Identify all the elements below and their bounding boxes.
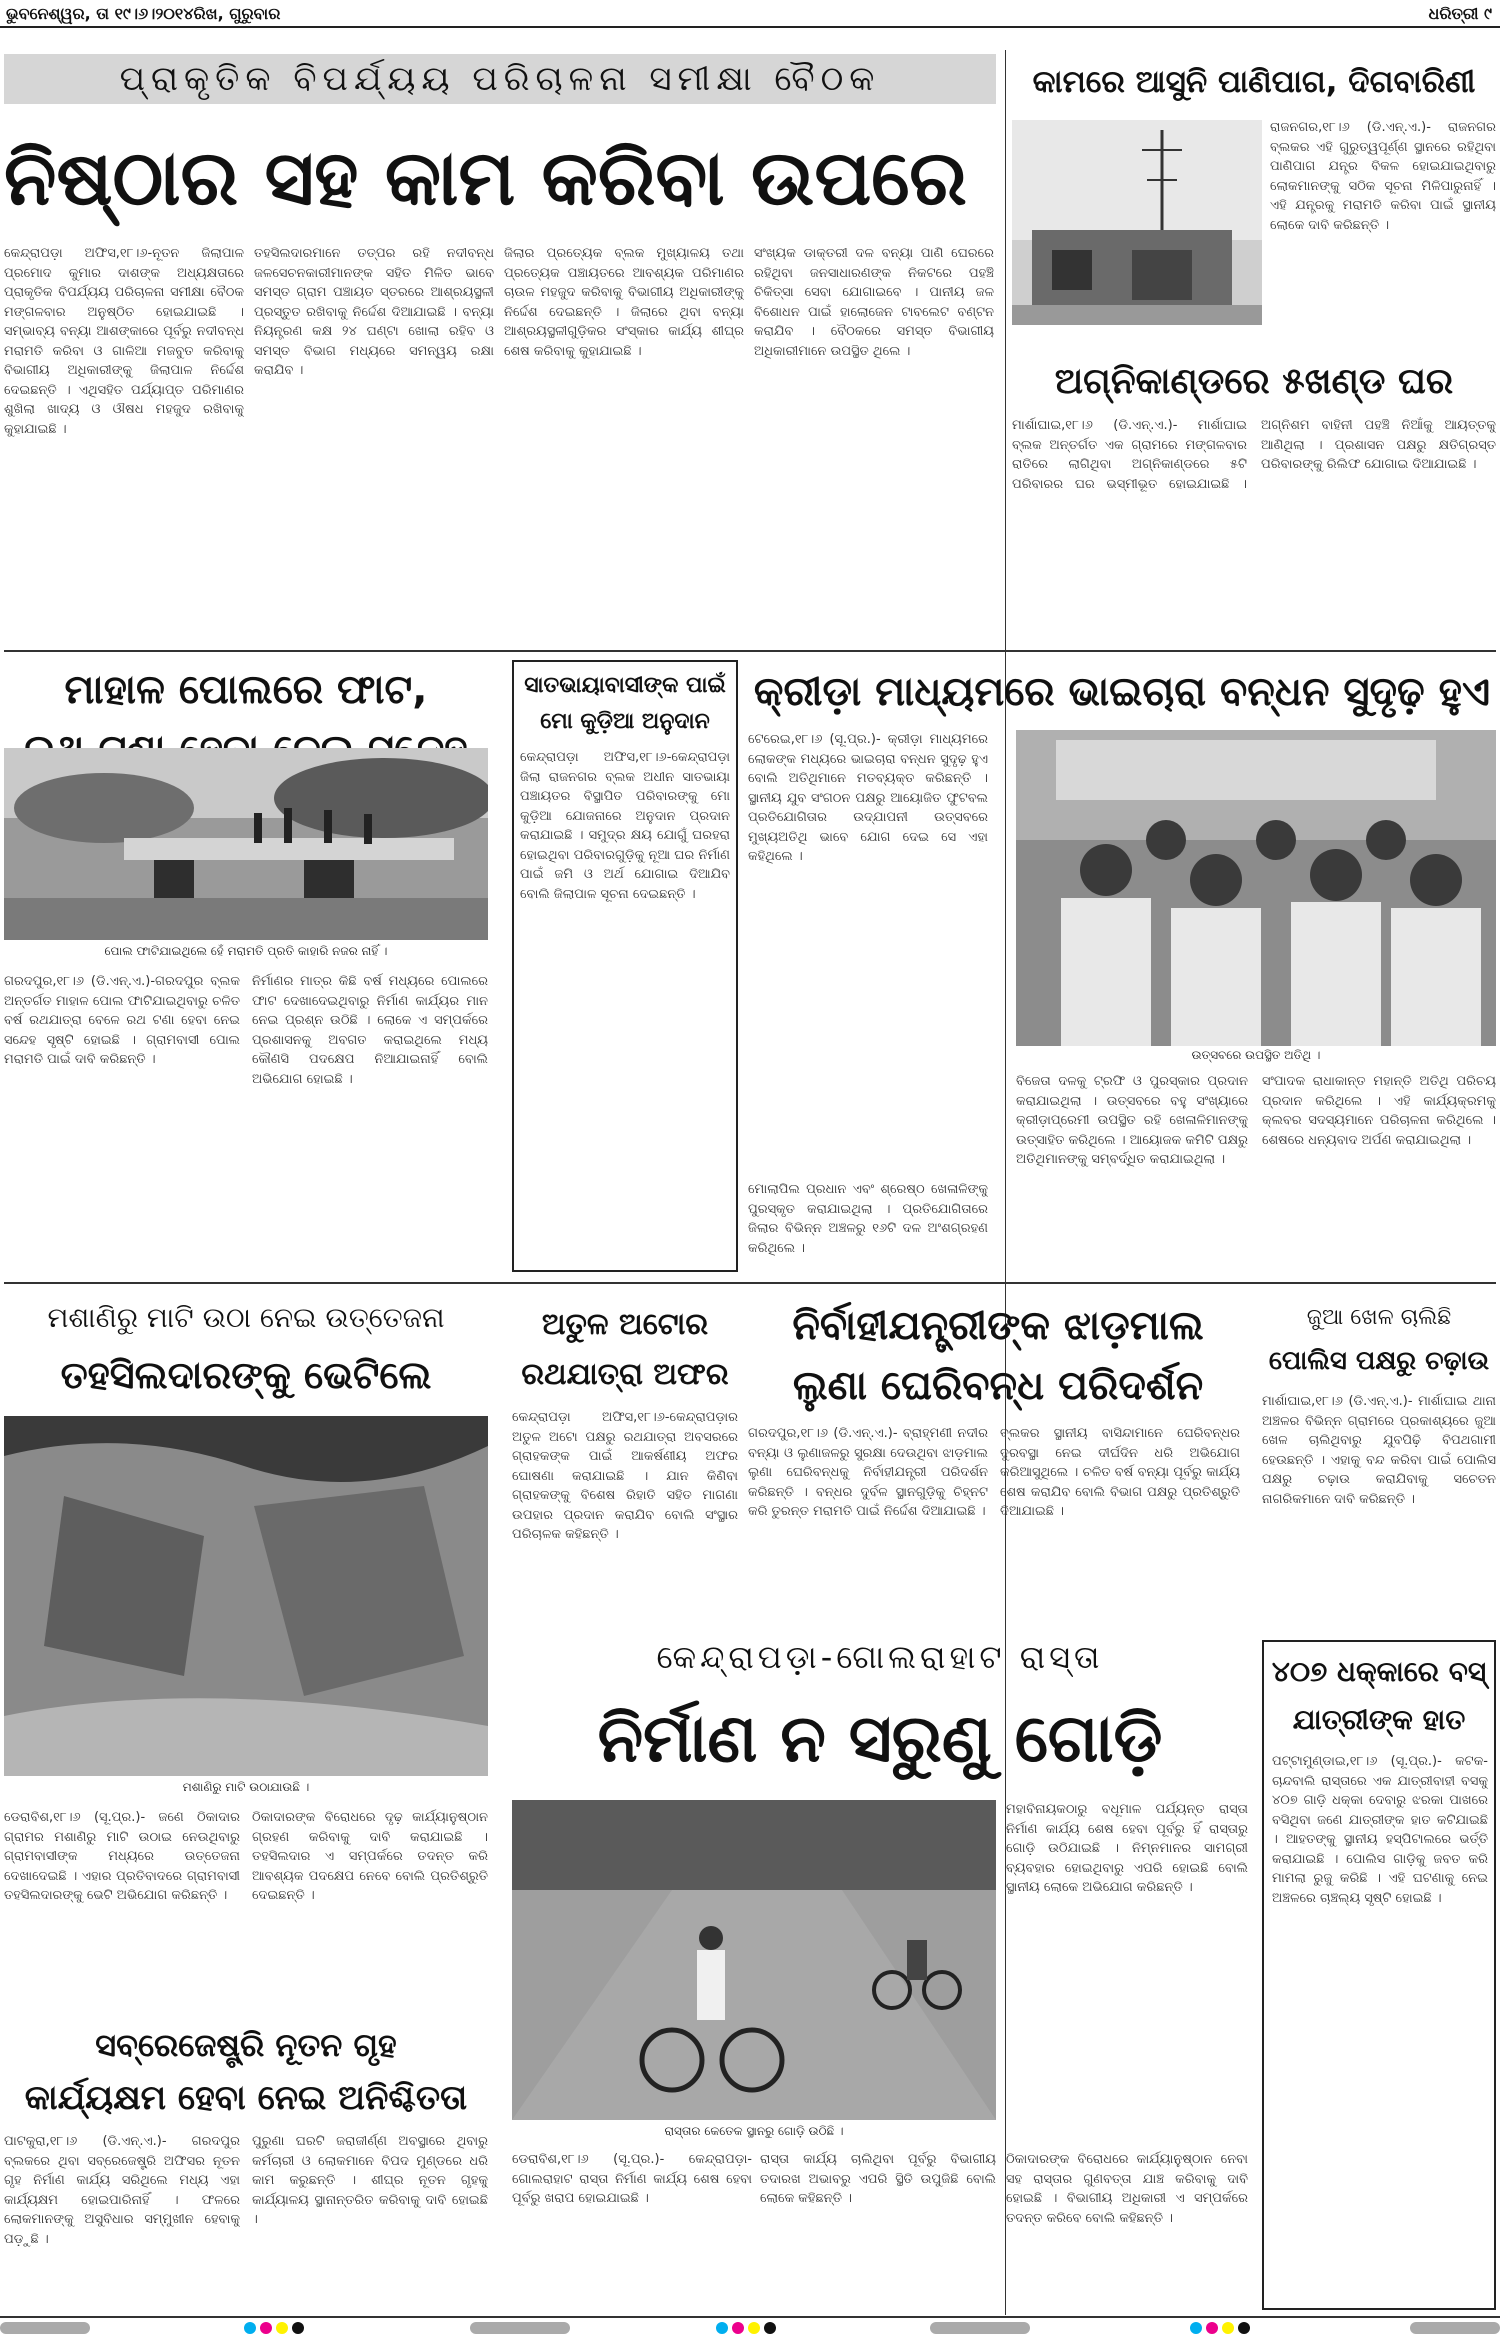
h-rule-2: [4, 1282, 1496, 1284]
footer-grey-bar: [930, 2322, 1030, 2334]
footer-grey-bar: [0, 2322, 90, 2334]
art6-col2: ବିଜେତା ଦଳକୁ ଟ୍ରଫି ଓ ପୁରସ୍କାର ପ୍ରଦାନ କରାଯାଇଥିଲା । ଉତ୍ସବରେ ବହୁ ସଂଖ୍ୟାରେ କ୍ରୀଡ଼ାପ୍ରେମୀ ଉପସ୍ଥିତ ରହି ଖେଳାଳିମାନଙ୍କୁ ଉତ୍ସାହିତ କରିଥିଲେ । ଆୟୋଜକ କମିଟି ପକ୍ଷରୁ ଅତିଥିମାନଙ୍କୁ ସମ୍ବର୍ଦ୍ଧିତ କରାଯାଇଥିଲା ।: [1016, 1074, 1248, 1167]
art11-tail1: ଡେରାବିଶ,୧୮।୬ (ସୂ.ପ୍ର.)- କେନ୍ଦ୍ରାପଡ଼ା-ଗୋଲରାହାଟ ରାସ୍ତା ନିର୍ମାଣ କାର୍ଯ୍ୟ ଶେଷ ହେବା ପୂର୍ବରୁ ଖରାପ ହୋଇଯାଇଛି ।: [512, 2152, 752, 2206]
cmyk-dot-magenta: [260, 2322, 272, 2334]
cmyk-dot-cyan: [716, 2322, 728, 2334]
art11-tail2: ରାସ୍ତା କାର୍ଯ୍ୟ ଚାଲିଥିବା ପୂର୍ବରୁ ବିଭାଗୀୟ ତଦାରଖ ଅଭାବରୁ ଏପରି ସ୍ଥିତି ଉପୁଜିଛି ବୋଲି ଲୋକେ କହିଛନ୍ତି ।: [760, 2152, 996, 2206]
road-photo-drawing: [512, 1800, 996, 2120]
bridge-photo-caption: ପୋଲ ଫାଟିଯାଇଥିଲେ ହେଁ ମରାମତି ପ୍ରତି କାହାରି ନଜର ନାହିଁ ।: [104, 944, 388, 958]
art9-headline-2: ଲୁଣା ଘେରିବନ୍ଧ ପରିଦର୍ଶନ: [792, 1363, 1204, 1409]
sports-photo-caption: ଉତ୍ସବରେ ଉପସ୍ଥିତ ଅତିଥି ।: [1191, 1048, 1321, 1062]
art1-headline: ନିଷ୍ଠାର ସହ କାମ କରିବା ଉପରେ: [4, 133, 967, 222]
bridge-photo: [4, 748, 488, 940]
art4-col2: ନିର୍ମାଣର ମାତ୍ର କିଛି ବର୍ଷ ମଧ୍ୟରେ ପୋଲରେ ଫାଟ ଦେଖାଦେଇଥିବାରୁ ନିର୍ମାଣ କାର୍ଯ୍ୟର ମାନ ନେଇ ପ୍ରଶ୍ନ ଉଠିଛି । ଲୋକେ ଏ ସମ୍ପର୍କରେ ପ୍ରଶାସନକୁ ଅବଗତ କରାଇଥିଲେ ମଧ୍ୟ କୌଣସି ପଦକ୍ଷେପ ନିଆଯାଇନାହିଁ ବୋଲି ଅଭିଯୋଗ ହୋଇଛି ।: [252, 974, 488, 1087]
art11-col2: ଠିକାଦାରଙ୍କ ବିରୋଧରେ କାର୍ଯ୍ୟାନୁଷ୍ଠାନ ନେବା ସହ ରାସ୍ତାର ଗୁଣବତ୍ତା ଯାଞ୍ଚ କରିବାକୁ ଦାବି ହୋଇଛି । ବିଭାଗୀୟ ଅଧିକାରୀ ଏ ସମ୍ପର୍କରେ ତଦନ୍ତ କରିବେ ବୋଲି କହିଛନ୍ତି ।: [1006, 2152, 1248, 2226]
art1-col3: ଜିଲାର ପ୍ରତ୍ୟେକ ବ୍ଲକ ମୁଖ୍ୟାଳୟ ତଥା ପ୍ରତ୍ୟେକ ପଞ୍ଚାୟତରେ ଆବଶ୍ୟକ ପରିମାଣର ଚାଉଳ ମହଜୁଦ କରିବାକୁ ବିଭାଗୀୟ ଅଧିକାରୀଙ୍କୁ ନିର୍ଦ୍ଦେଶ ଦେଇଛନ୍ତି । ଜିଲାରେ ଥିବା ବନ୍ୟା ଆଶ୍ରୟସ୍ଥଳୀଗୁଡ଼ିକର ସଂସ୍କାର କାର୍ଯ୍ୟ ଶୀଘ୍ର ଶେଷ କରିବାକୁ କୁହାଯାଇଛି ।: [504, 246, 744, 359]
art7-headline: ତହସିଲଦାରଙ୍କୁ ଭେଟିଲେ: [60, 1353, 432, 1397]
art12-headline-1: ସବ୍‌ରେଜେଷ୍ଟ୍ରି ନୂତନ ଗୃହ: [95, 2026, 397, 2064]
h-rule-1: [4, 650, 1496, 652]
cmyk-dot-cyan: [244, 2322, 256, 2334]
soil-photo-caption: ମଶାଣିରୁ ମାଟି ଉଠାଯାଉଛି ।: [182, 1780, 310, 1794]
art9-col2: ବ୍ଲକର ସ୍ଥାନୀୟ ବାସିନ୍ଦାମାନେ ଘେରିବନ୍ଧର ଦୁରବସ୍ଥା ନେଇ ଦୀର୍ଘଦିନ ଧରି ଅଭିଯୋଗ କରିଆସୁଥିଲେ । ଚଳିତ ବର୍ଷ ବନ୍ୟା ପୂର୍ବରୁ କାର୍ଯ୍ୟ ଶେଷ କରାଯିବ ବୋଲି ବିଭାଗ ପକ୍ଷରୁ ପ୍ରତିଶ୍ରୁତି ଦିଆଯାଇଛି ।: [1000, 1426, 1240, 1519]
art9-headline-1: ନିର୍ବାହୀଯନ୍ତ୍ରୀଙ୍କ ଝାଡ଼ମାଲ: [792, 1303, 1204, 1349]
footer-rule: [0, 2316, 1500, 2318]
art11-kicker: କେନ୍ଦ୍ରାପଡ଼ା-ଗୋଲରାହାଟ ରାସ୍ତା: [656, 1638, 1104, 1676]
art10-kicker: ଜୁଆ ଖେଳ ଚାଲିଛି: [1306, 1305, 1452, 1330]
art11-headline: ନିର୍ମାଣ ନ ସରୁଣୁ ଗୋଡ଼ି: [597, 1700, 1163, 1777]
art1-col2: ତହସିଲଦାରମାନେ ତତ୍ପର ରହି ନଦୀବନ୍ଧ ଜଳସେଚନକାରୀମାନଙ୍କ ସହିତ ମିଳିତ ଭାବେ ସମସ୍ତ ଗ୍ରାମ ପଞ୍ଚାୟତ ସ୍ତରରେ ଆଶ୍ରୟସ୍ଥଳୀ ପ୍ରସ୍ତୁତ ରଖିବାକୁ ନିର୍ଦ୍ଦେଶ ଦିଆଯାଇଛି । ବନ୍ୟା ନିୟନ୍ତ୍ରଣ କକ୍ଷ ୨୪ ଘଣ୍ଟା ଖୋଲା ରହିବ ଓ ସମସ୍ତ ବିଭାଗ ମଧ୍ୟରେ ସମନ୍ୱୟ ରକ୍ଷା କରାଯିବ ।: [254, 246, 494, 378]
art8-headline-2: ରଥଯାତ୍ରା ଅଫର: [521, 1357, 729, 1392]
art5-body: କେନ୍ଦ୍ରାପଡ଼ା ଅଫିସ,୧୮।୬-କେନ୍ଦ୍ରାପଡ଼ା ଜିଲା ରାଜନଗର ବ୍ଲକ ଅଧୀନ ସାତଭାୟା ପଞ୍ଚାୟତର ବିସ୍ଥାପିତ ପରିବାରଙ୍କୁ ମୋ କୁଡ଼ିଆ ଯୋଜନାରେ ଅନୁଦାନ ପ୍ରଦାନ କରାଯାଇଛି । ସମୁଦ୍ର କ୍ଷୟ ଯୋଗୁଁ ଘରହରା ହୋଇଥିବା ପରିବାରଗୁଡ଼ିକୁ ନୂଆ ଘର ନିର୍ମାଣ ପାଇଁ ଜମି ଓ ଅର୍ଥ ଯୋଗାଇ ଦିଆଯିବ ବୋଲି ଜିଲାପାଳ ସୂଚନା ଦେଇଛନ୍ତି ।: [520, 750, 730, 902]
art2-headline: କାମରେ ଆସୁନି ପାଣିପାଗ, ଦିଗବାରିଣୀ: [1032, 64, 1476, 100]
cmyk-dot-black: [292, 2322, 304, 2334]
soil-photo: [4, 1416, 488, 1776]
art7-col1: ଡେରାବିଶ,୧୮।୬ (ସୂ.ପ୍ର.)- ଜଣେ ଠିକାଦାର ଗ୍ରାମର ମଶାଣିରୁ ମାଟି ଉଠାଇ ନେଉଥିବାରୁ ଗ୍ରାମବାସୀଙ୍କ ମଧ୍ୟରେ ଉତ୍ତେଜନା ଦେଖାଦେଇଛି । ଏହାର ପ୍ରତିବାଦରେ ଗ୍ରାମବାସୀ ତହସିଲଦାରଙ୍କୁ ଭେଟି ଅଭିଯୋଗ କରିଛନ୍ତି ।: [4, 1810, 240, 1903]
art12-col2: ପୁରୁଣା ଘରଟି ଜରାଜୀର୍ଣ୍ଣ ଅବସ୍ଥାରେ ଥିବାରୁ କର୍ମଚାରୀ ଓ ଲୋକମାନେ ବିପଦ ମୁଣ୍ଡରେ ଧରି କାମ କରୁଛନ୍ତି । ଶୀଘ୍ର ନୂତନ ଗୃହକୁ କାର୍ଯ୍ୟାଳୟ ସ୍ଥାନାନ୍ତରିତ କରିବାକୁ ଦାବି ହୋଇଛି ।: [252, 2134, 488, 2227]
art13-headline-1: ୪୦୭ ଧକ୍କାରେ ବସ୍: [1271, 1655, 1487, 1688]
soil-photo-drawing: [4, 1416, 488, 1776]
bridge-photo-drawing: [4, 748, 488, 940]
header-dateline: ଭୁବନେଶ୍ୱର, ତା ୧୯।୬।୨୦୧୪ରିଖ, ଗୁରୁବାର: [6, 4, 281, 23]
art8-headline-1: ଅତୁଳ ଅଟୋର: [541, 1307, 709, 1342]
art5-headline-2: ମୋ କୁଡ଼ିଆ ଅନୁଦାନ: [540, 709, 710, 734]
cmyk-dot-yellow: [748, 2322, 760, 2334]
art1-kicker: ପ୍ରାକୃତିକ ବିପର୍ଯ୍ୟୟ ପରିଚାଳନା ସମୀକ୍ଷା ବୈଠକ: [4, 54, 996, 104]
cmyk-dot-magenta: [732, 2322, 744, 2334]
art12-col1: ପାଟକୁରା,୧୮।୬ (ଡି.ଏନ୍.ଏ.)- ଗରଦପୁର ବ୍ଲକରେ ଥିବା ସବ୍‌ରେଜେଷ୍ଟ୍ରି ଅଫିସର ନୂତନ ଗୃହ ନିର୍ମାଣ କାର୍ଯ୍ୟ ସରିଥିଲେ ମଧ୍ୟ ଏହା କାର୍ଯ୍ୟକ୍ଷମ ହୋଇପାରିନାହିଁ । ଫଳରେ ଲୋକମାନଙ୍କୁ ଅସୁବିଧାର ସମ୍ମୁଖୀନ ହେବାକୁ ପଡ଼ୁଛି ।: [4, 2134, 240, 2247]
art12-headline-2: କାର୍ଯ୍ୟକ୍ଷମ ହେବା ନେଇ ଅନିଶ୍ଚିତତା: [24, 2078, 468, 2118]
art1-col1: କେନ୍ଦ୍ରାପଡ଼ା ଅଫିସ,୧୮।୬-ନୂତନ ଜିଲାପାଳ ପ୍ରମୋଦ କୁମାର ଦାଶଙ୍କ ଅଧ୍ୟକ୍ଷତାରେ ପ୍ରାକୃତିକ ବିପର୍ଯ୍ୟୟ ପରିଚାଳନା ସମୀକ୍ଷା ବୈଠକ ମଙ୍ଗଳବାର ଅନୁଷ୍ଠିତ ହୋଇଯାଇଛି । ସମ୍ଭାବ୍ୟ ବନ୍ୟା ଆଶଙ୍କାରେ ପୂର୍ବରୁ ନଦୀବନ୍ଧ ମରାମତି କରିବା ଓ ଗାଳିଆ ମଜବୁତ କରିବାକୁ ବିଭାଗୀୟ ଅଧିକାରୀଙ୍କୁ ଜିଲାପାଳ ନିର୍ଦ୍ଦେଶ ଦେଇଛନ୍ତି । ଏଥିସହିତ ପର୍ଯ୍ୟାପ୍ତ ପରିମାଣର ଶୁଖିଲା ଖାଦ୍ୟ ଓ ଔଷଧ ମହଜୁଦ ରଖିବାକୁ କୁହାଯାଇଛି ।: [4, 246, 244, 437]
sports-photo-drawing: [1016, 730, 1496, 1046]
sports-photo: [1016, 730, 1496, 1046]
art6-col1: ଟେରେଇ,୧୮।୬ (ସୂ.ପ୍ର.)- କ୍ରୀଡ଼ା ମାଧ୍ୟମରେ ଲୋକଙ୍କ ମଧ୍ୟରେ ଭାଇଚାରା ବନ୍ଧନ ସୁଦୃଢ଼ ହୁଏ ବୋଲି ଅତିଥିମାନେ ମତବ୍ୟକ୍ତ କରିଛନ୍ତି । ସ୍ଥାନୀୟ ଯୁବ ସଂଗଠନ ପକ୍ଷରୁ ଆୟୋଜିତ ଫୁଟବଲ ପ୍ରତିଯୋଗିତାର ଉଦ୍‌ଯାପନୀ ଉତ୍ସବରେ ମୁଖ୍ୟଅତିଥି ଭାବେ ଯୋଗ ଦେଇ ସେ ଏହା କହିଥିଲେ ।: [748, 732, 988, 864]
art13-body: ପଟ୍ଟାମୁଣ୍ଡାଇ,୧୮।୬ (ସୂ.ପ୍ର.)- କଟକ-ଚାନ୍ଦବାଲି ରାସ୍ତାରେ ଏକ ଯାତ୍ରୀବାହୀ ବସକୁ ୪୦୭ ଗାଡ଼ି ଧକ୍କା ଦେବାରୁ ଝରକା ପାଖରେ ବସିଥିବା ଜଣେ ଯାତ୍ରୀଙ୍କ ହାତ କଟିଯାଇଛି । ଆହତଙ୍କୁ ସ୍ଥାନୀୟ ହସ୍ପିଟାଲରେ ଭର୍ତ୍ତି କରାଯାଇଛି । ପୋଲିସ ଗାଡ଼ିକୁ ଜବତ କରି ମାମଲା ରୁଜୁ କରିଛି । ଏହି ଘଟଣାକୁ ନେଇ ଅଞ୍ଚଳରେ ଚାଞ୍ଚଲ୍ୟ ସୃଷ୍ଟି ହୋଇଛି ।: [1272, 1754, 1488, 1906]
road-photo-caption: ରାସ୍ତାର କେତେକ ସ୍ଥାନରୁ ଗୋଡ଼ି ଉଠିଛି ।: [664, 2124, 844, 2138]
cmyk-dot-black: [1238, 2322, 1250, 2334]
art4-headline-1: ମାହାଳ ପୋଲରେ ଫାଟ,: [64, 667, 428, 713]
cmyk-dot-yellow: [276, 2322, 288, 2334]
art7-col2: ଠିକାଦାରଙ୍କ ବିରୋଧରେ ଦୃଢ଼ କାର୍ଯ୍ୟାନୁଷ୍ଠାନ ଗ୍ରହଣ କରିବାକୁ ଦାବି କରାଯାଇଛି । ତହସିଲଦାର ଏ ସମ୍ପର୍କରେ ତଦନ୍ତ କରି ଆବଶ୍ୟକ ପଦକ୍ଷେପ ନେବେ ବୋଲି ପ୍ରତିଶ୍ରୁତି ଦେଇଛନ୍ତି ।: [252, 1810, 488, 1903]
art8-body: କେନ୍ଦ୍ରାପଡ଼ା ଅଫିସ,୧୮।୬-କେନ୍ଦ୍ରାପଡ଼ାର ଅତୁଳ ଅଟୋ ପକ୍ଷରୁ ରଥଯାତ୍ରା ଅବସରରେ ଗ୍ରାହକଙ୍କ ପାଇଁ ଆକର୍ଷଣୀୟ ଅଫର ଘୋଷଣା କରାଯାଇଛି । ଯାନ କିଣିବା ଗ୍ରାହକଙ୍କୁ ବିଶେଷ ରିହାତି ସହିତ ମାଗଣା ଉପହାର ପ୍ରଦାନ କରାଯିବ ବୋଲି ସଂସ୍ଥାର ପରିଚାଳକ କହିଛନ୍ତି ।: [512, 1410, 738, 1542]
cmyk-dot-magenta: [1206, 2322, 1218, 2334]
art4-col1: ଗରଦପୁର,୧୮।୬ (ଡି.ଏନ୍.ଏ.)-ଗରଦପୁର ବ୍ଲକ ଅନ୍ତର୍ଗତ ମାହାଳ ପୋଲ ଫାଟିଯାଇଥିବାରୁ ଚଳିତ ବର୍ଷ ରଥଯାତ୍ରା ବେଳେ ରଥ ଟଣା ହେବା ନେଇ ସନ୍ଦେହ ସୃଷ୍ଟି ହୋଇଛି । ଗ୍ରାମବାସୀ ପୋଲ ମରାମତି ପାଇଁ ଦାବି କରିଛନ୍ତି ।: [4, 974, 240, 1067]
cmyk-dot-black: [764, 2322, 776, 2334]
art10-headline: ପୋଲିସ ପକ୍ଷରୁ ଚଢ଼ାଉ: [1268, 1346, 1490, 1376]
art10-body: ମାର୍ଶାଘାଇ,୧୮।୬ (ଡି.ଏନ୍.ଏ.)- ମାର୍ଶାଘାଇ ଥାନା ଅଞ୍ଚଳର ବିଭିନ୍ନ ଗ୍ରାମରେ ପ୍ରକାଶ୍ୟରେ ଜୁଆ ଖେଳ ଚାଲିଥିବାରୁ ଯୁବପିଢ଼ି ବିପଥଗାମୀ ହେଉଛନ୍ତି । ଏହାକୁ ବନ୍ଦ କରିବା ପାଇଁ ପୋଲିସ ପକ୍ଷରୁ ଚଢ଼ାଉ କରାଯିବାକୁ ସଚେତନ ନାଗରିକମାନେ ଦାବି କରିଛନ୍ତି ।: [1262, 1394, 1496, 1507]
art6-tail: ମୋଲାପିଲ ପ୍ରଧାନ ଏବଂ ଶ୍ରେଷ୍ଠ ଖେଳାଳିଙ୍କୁ ପୁରସ୍କୃତ କରାଯାଇଥିଲା । ପ୍ରତିଯୋଗିତାରେ ଜିଲାର ବିଭିନ୍ନ ଅଞ୍ଚଳରୁ ୧୬ଟି ଦଳ ଅଂଶଗ୍ରହଣ କରିଥିଲେ ।: [748, 1182, 988, 1256]
cmyk-dot-cyan: [1190, 2322, 1202, 2334]
art3-headline: ଅଗ୍ନିକାଣ୍ଡରେ ୫ଖଣ୍ଡ ଘର: [1054, 361, 1454, 402]
art13-headline-2: ଯାତ୍ରୀଙ୍କ ହାତ: [1292, 1703, 1466, 1736]
art3-col1: ମାର୍ଶାଘାଇ,୧୮।୬ (ଡି.ଏନ୍.ଏ.)- ମାର୍ଶାଘାଇ ବ୍ଲକ ଅନ୍ତର୍ଗତ ଏକ ଗ୍ରାମରେ ମଙ୍ଗଳବାର ରାତିରେ ଲାଗିଥିବା ଅଗ୍ନିକାଣ୍ଡରେ ୫ଟି ପରିବାରର ଘର ଭସ୍ମୀଭୂତ ହୋଇଯାଇଛି । ଅଗ୍ନିଶମ ବାହିନୀ ପହଞ୍ଚି ନିଆଁକୁ ଆୟତ୍ତକୁ ଆଣିଥିଲା । ପ୍ରଶାସନ ପକ୍ଷରୁ କ୍ଷତିଗ୍ରସ୍ତ ପରିବାରଙ୍କୁ ରିଲିଫ ଯୋଗାଇ ଦିଆଯାଇଛି ।: [1012, 418, 1496, 492]
art2-body: ରାଜନଗର,୧୮।୬ (ଡି.ଏନ୍.ଏ.)- ରାଜନଗର ବ୍ଲକର ଏହି ଗୁରୁତ୍ୱପୂର୍ଣ୍ଣ ସ୍ଥାନରେ ରହିଥିବା ପାଣିପାଗ ଯନ୍ତ୍ର ବିକଳ ହୋଇଯାଇଥିବାରୁ ଲୋକମାନଙ୍କୁ ସଠିକ ସୂଚନା ମିଳିପାରୁନାହିଁ । ଏହି ଯନ୍ତ୍ରକୁ ମରାମତି କରିବା ପାଇଁ ସ୍ଥାନୀୟ ଲୋକେ ଦାବି କରିଛନ୍ତି ।: [1270, 120, 1496, 233]
tower-photo: [1012, 120, 1262, 325]
art1-col4: ସଂଖ୍ୟକ ଡାକ୍ତରୀ ଦଳ ବନ୍ୟା ପାଣି ଘେରରେ ରହିଥିବା ଜନସାଧାରଣଙ୍କ ନିକଟରେ ପହଞ୍ଚି ଚିକିତ୍ସା ସେବା ଯୋଗାଇବେ । ପାନୀୟ ଜଳ ବିଶୋଧନ ପାଇଁ ହାଲୋଜେନ ଟାବଲେଟ ବଣ୍ଟନ କରାଯିବ । ବୈଠକରେ ସମସ୍ତ ବିଭାଗୀୟ ଅଧିକାରୀମାନେ ଉପସ୍ଥିତ ଥିଲେ ।: [754, 246, 994, 359]
art5-headline-1: ସାତଭାୟାବାସୀଙ୍କ ପାଇଁ: [524, 673, 726, 698]
cmyk-dot-yellow: [1222, 2322, 1234, 2334]
art6-headline: କ୍ରୀଡ଼ା ମାଧ୍ୟମରେ ଭାଇଚାରା ବନ୍ଧନ ସୁଦୃଢ଼ ହୁଏ: [753, 669, 1491, 715]
header-folio: ଧରିତ୍ରୀ ୯: [1428, 4, 1492, 23]
road-photo: [512, 1800, 996, 2120]
tower-photo-drawing: [1012, 120, 1262, 325]
page-header: [0, 0, 1500, 28]
footer-grey-bar: [1410, 2322, 1500, 2334]
art11-col1: ମହାବିନାୟକଠାରୁ ବଧୂମାଳ ପର୍ଯ୍ୟନ୍ତ ରାସ୍ତା ନିର୍ମାଣ କାର୍ଯ୍ୟ ଶେଷ ହେବା ପୂର୍ବରୁ ହିଁ ରାସ୍ତାରୁ ଗୋଡ଼ି ଉଠିଯାଇଛି । ନିମ୍ନମାନର ସାମଗ୍ରୀ ବ୍ୟବହାର ହୋଇଥିବାରୁ ଏପରି ହୋଇଛି ବୋଲି ସ୍ଥାନୀୟ ଲୋକେ ଅଭିଯୋଗ କରିଛନ୍ତି ।: [1006, 1802, 1248, 1895]
footer-grey-bar: [470, 2322, 570, 2334]
art7-kicker: ମଶାଣିରୁ ମାଟି ଉଠା ନେଇ ଉତ୍ତେଜନା: [47, 1301, 445, 1334]
art6-col3: ସଂପାଦକ ରାଧାକାନ୍ତ ମହାନ୍ତି ଅତିଥି ପରିଚୟ ପ୍ରଦାନ କରିଥିଲେ । ଏହି କାର୍ଯ୍ୟକ୍ରମକୁ କ୍ଲବର ସଦସ୍ୟମାନେ ପରିଚାଳନା କରିଥିଲେ । ଶେଷରେ ଧନ୍ୟବାଦ ଅର୍ପଣ କରାଯାଇଥିଲା ।: [1262, 1074, 1496, 1148]
art9-col1: ଗରଦପୁର,୧୮।୬ (ଡି.ଏନ୍.ଏ.)- ବ୍ରାହ୍ମଣୀ ନଦୀର ବନ୍ୟା ଓ ଲୁଣାଜଳରୁ ସୁରକ୍ଷା ଦେଉଥିବା ଝାଡ଼ମାଲ ଲୁଣା ଘେରିବନ୍ଧକୁ ନିର୍ବାହୀଯନ୍ତ୍ରୀ ପରିଦର୍ଶନ କରିଛନ୍ତି । ବନ୍ଧର ଦୁର୍ବଳ ସ୍ଥାନଗୁଡ଼ିକୁ ଚିହ୍ନଟ କରି ତୁରନ୍ତ ମରାମତି ପାଇଁ ନିର୍ଦ୍ଦେଶ ଦିଆଯାଇଛି ।: [748, 1426, 988, 1519]
